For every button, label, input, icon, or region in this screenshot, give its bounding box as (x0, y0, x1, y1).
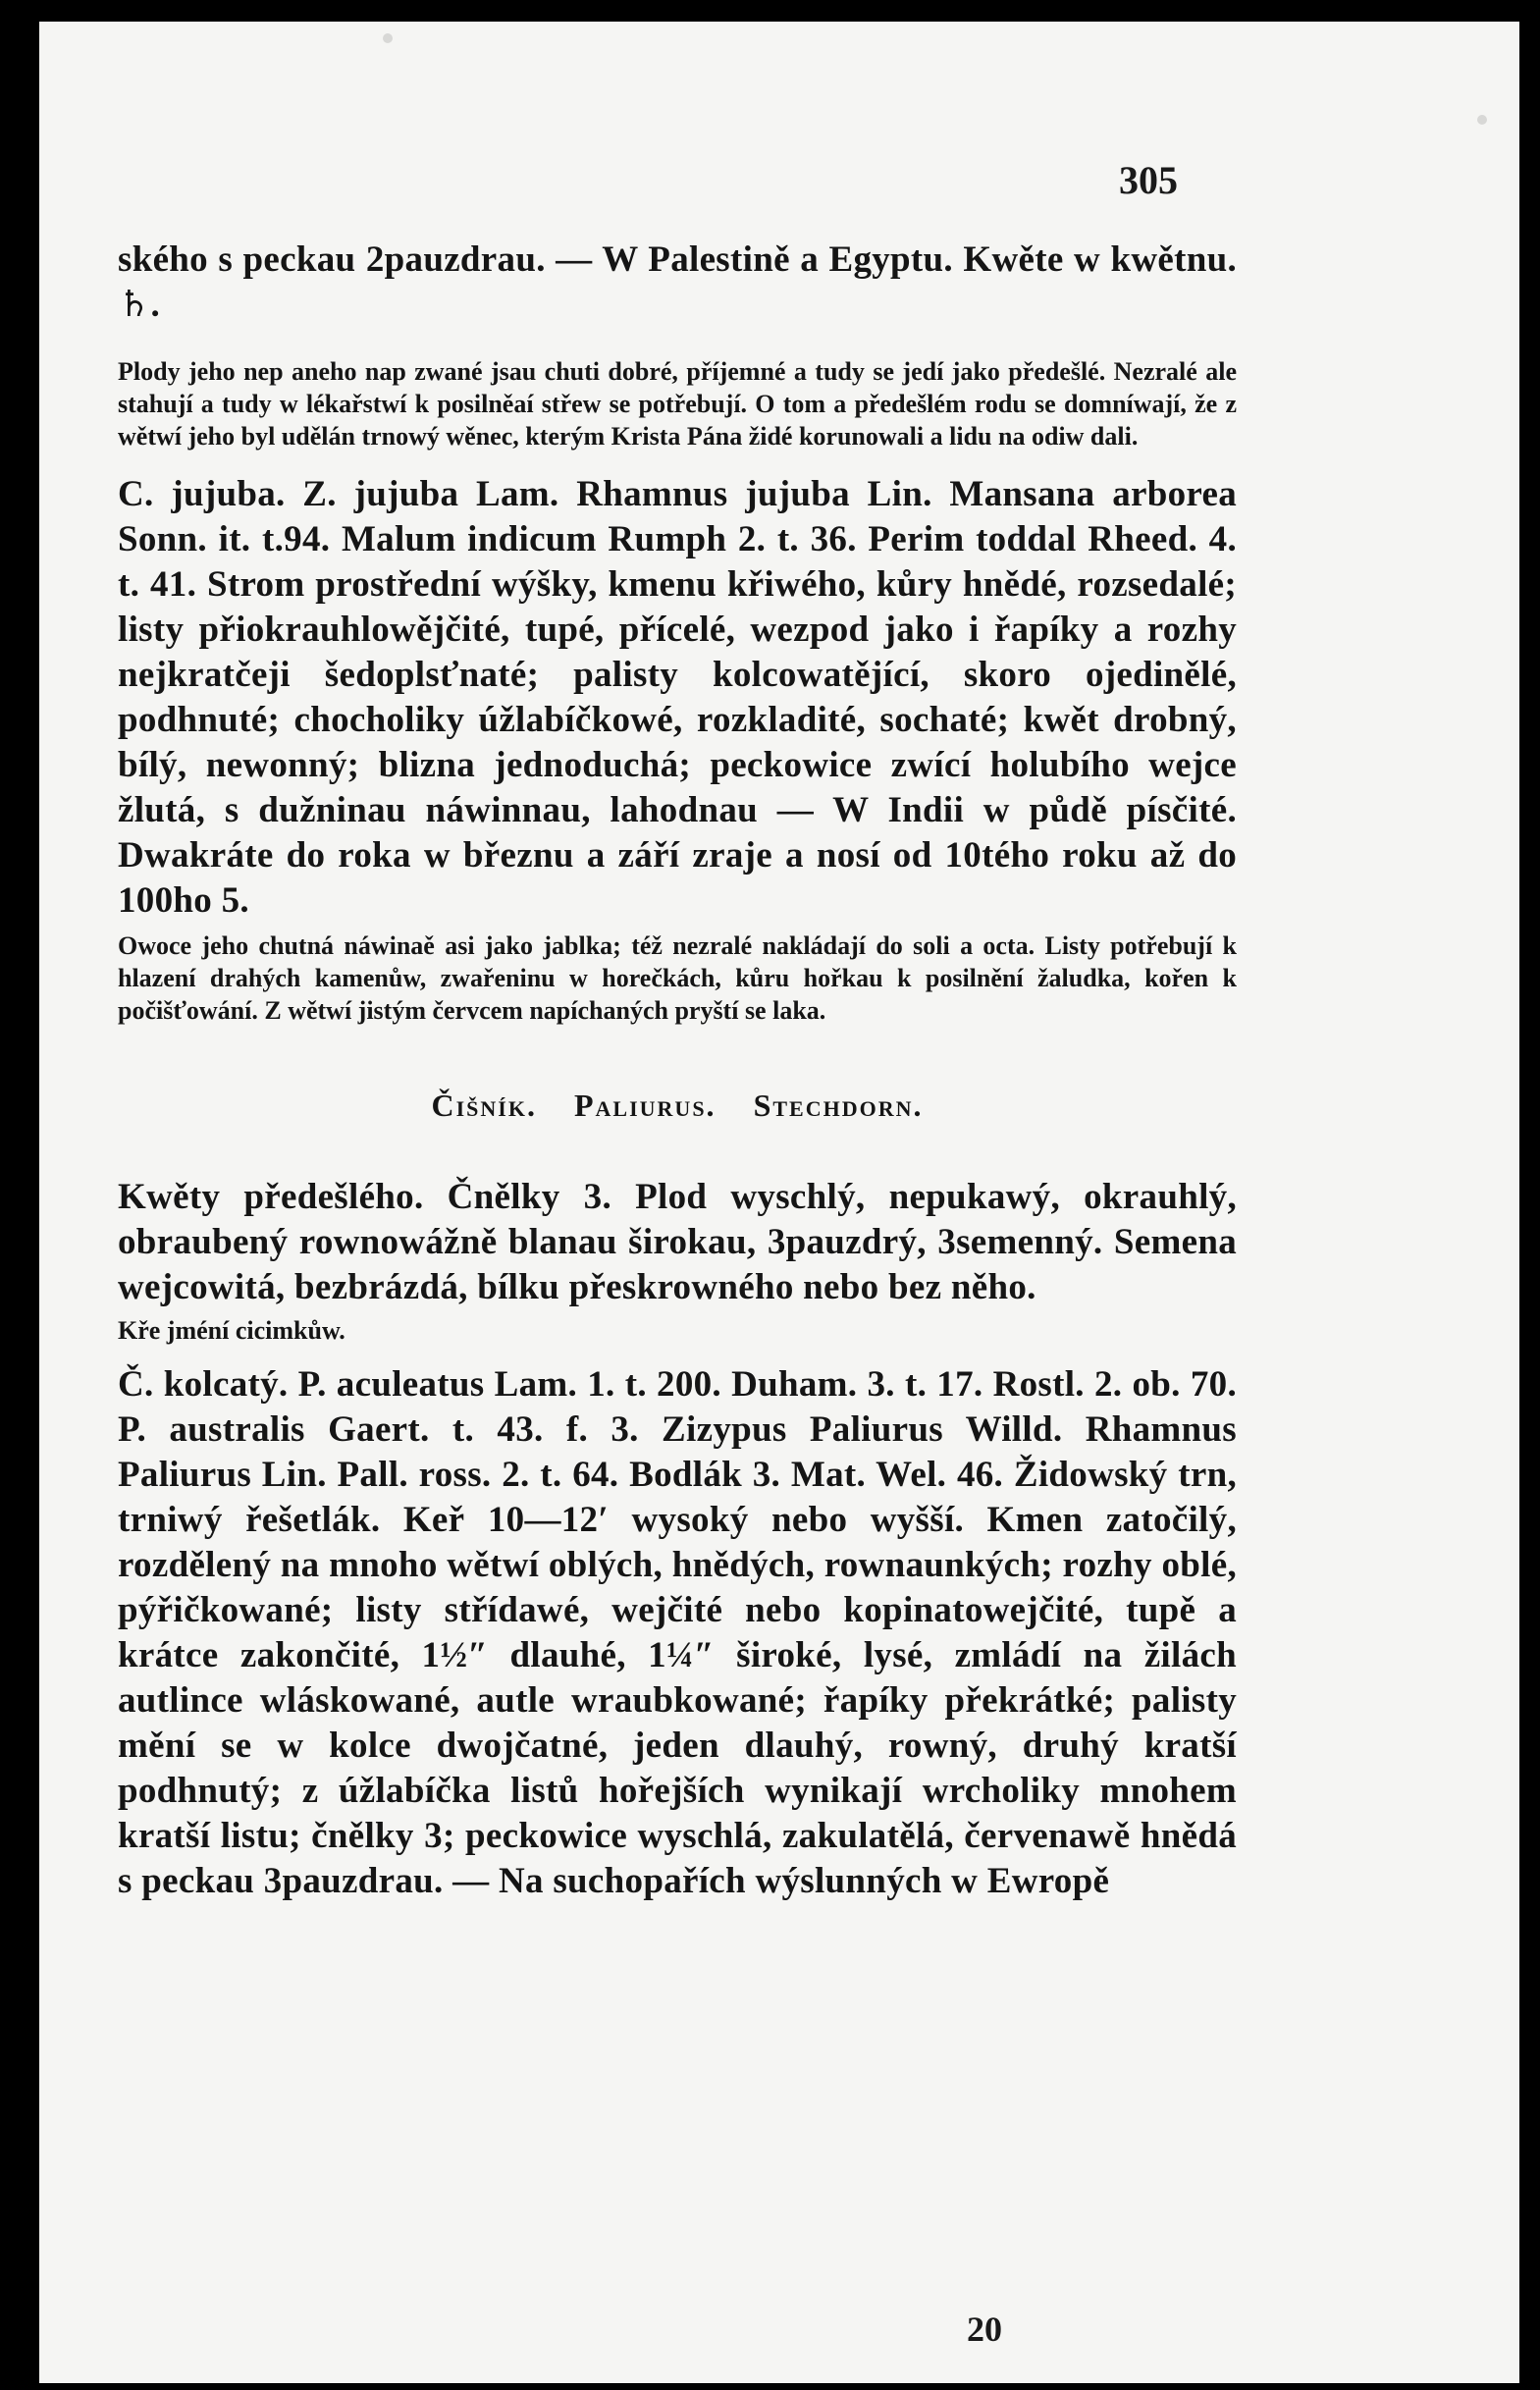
genus-name-german: Stechdorn. (753, 1088, 924, 1123)
note-paragraph-jujuba: Owoce jeho chutná náwinaě asi jako jablka; též nezralé nakládají do soli a octa. Listy potřebují k hlazení drahých kamenůw, zwařeninu w horečkách, kůru hořkau k posilnění žaludka, kořen k počišťowání. Z wětwí jistým červcem napíchaných pryští se laka. (118, 931, 1237, 1025)
species-jujuba-paragraph: C. jujuba. Z. jujuba Lam. Rhamnus jujuba Lin. Mansana arborea Sonn. it. t.94. Malum indicum Rumph 2. t. 36. Perim toddal Rheed. 4. t. 41. Strom prostřední wýšky, kmenu křiwého, kůry hnědé, rozsedalé; listy přiokrauhlowějčité, tupé, přícelé, wezpod jako i řapíky a rozhy nejkratčeji šedoplsťnaté; palisty kolcowatějící, skoro ojedinělé, podhnuté; chocholiky úžlabíčkowé, rozkladité, sochaté; kwět drobný, bílý, newonný; blizna jednoduchá; peckowice zwící holubího wejce žlutá, s dužninau náwinnau, lahodnau — W Indii w půdě písčité. Dwakráte do roka w březnu a září zraje a nosí od 10tého roku až do 100ho 5. (118, 474, 1237, 921)
genus-name-czech: Čišník. (431, 1088, 537, 1123)
genus-heading (118, 1088, 1237, 1124)
species-kolcaty-paragraph: Č. kolcatý. P. aculeatus Lam. 1. t. 200. Duham. 3. t. 17. Rostl. 2. ob. 70. P. australis Gaert. t. 43. f. 3. Zizypus Paliurus Willd. Rhamnus Paliurus Lin. Pall. ross. 2. t. 64. Bodlák 3. Mat. Wel. 46. Židowský trn, trniwý řešetlák. Keř 10—12′ wysoký nebo wyšší. Kmen zatočilý, rozdělený na mnoho wětwí oblých, hnědých, rownaunkých; rozhy oblé, pýřičkowané; listy střídawé, wejčité nebo kopinatowejčité, tupě a krátce zakončité, 1½″ dlauhé, 1¼″ široké, lysé, zmládí na žilách autlince wláskowané, autle wraubkowané; řapíky překrátké; palisty mění se w kolce dwojčatné, jeden dlauhý, rowný, druhý kratší podhnutý; z úžlabíčka listů hořejších wynikají wrcholiky mnohem kratší listu; čnělky 3; peckowice wyschlá, zakulatělá, červenawě hnědá s peckau 3pauzdrau. — Na suchopařích wýslunných w Ewropě (118, 1364, 1237, 1901)
genus-note: Kře jméní cicimkůw. (118, 1316, 345, 1345)
page-number: 305 (1119, 158, 1178, 202)
paper-speck (383, 33, 393, 43)
note-paragraph: Plody jeho nep aneho nap zwané jsau chuti dobré, příjemné a tudy se jedí jako předešlé. Nezralé ale stahují a tudy w lékařstwí k posilněaí střew se potřebují. O tom a předešlém rodu se domníwají, že z wětwí jeho byl udělán trnowý wěnec, kterým Krista Pána židé korunowali a lidu na odiw dali. (118, 357, 1237, 451)
book-page (39, 22, 1519, 2383)
paper-speck (1477, 115, 1487, 125)
genus-name-latin: Paliurus. (573, 1088, 717, 1123)
page-text (118, 238, 1237, 1904)
paragraph-continuation: ského s peckau 2pauzdrau. — W Palestině a Egyptu. Kwěte w kwětnu. ♄. (118, 239, 1237, 325)
genus-description: Kwěty předešlého. Čnělky 3. Plod wyschlý, nepukawý, okrauhlý, obraubený rownowážně blanau širokau, 3pauzdrý, 3semenný. Semena wejcowitá, bezbrázdá, bílku přeskrowného nebo bez něho. (118, 1177, 1237, 1307)
signature-mark: 20 (967, 2310, 1002, 2349)
